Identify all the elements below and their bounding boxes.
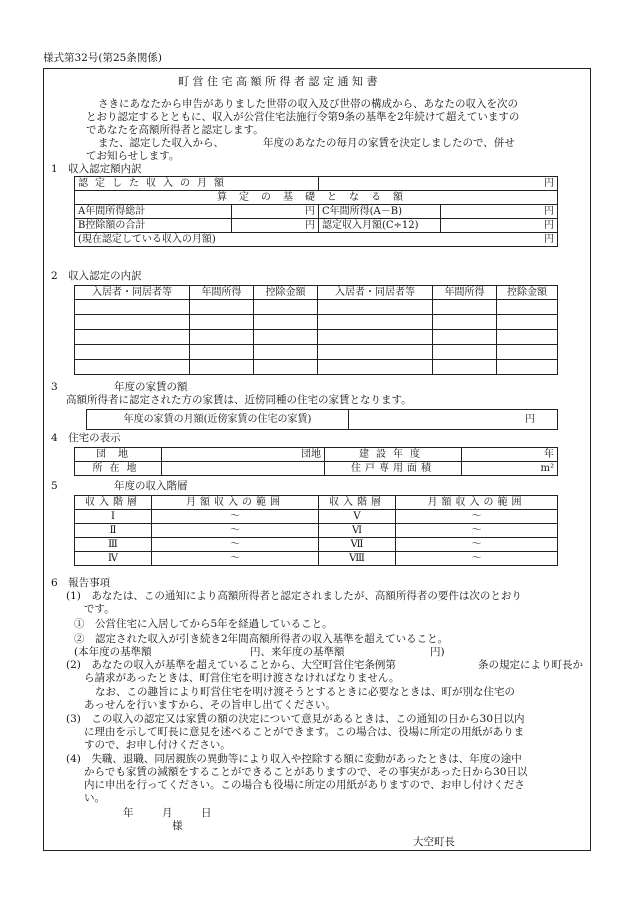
table-row [75, 552, 558, 566]
section-4-heading: 4 住宅の表示 [51, 432, 121, 444]
a-yen: 円 [232, 205, 319, 219]
col-resident-1: 入居者・同居者等 [75, 286, 190, 300]
range-6: ～ [396, 524, 558, 538]
table-row [75, 538, 558, 552]
rent-table [86, 409, 558, 430]
table-row [75, 330, 558, 345]
col-deduction-1: 控除金額 [254, 286, 318, 300]
level-7: Ⅶ [319, 538, 396, 552]
level-3: Ⅲ [75, 538, 152, 552]
section-3-num: 3 [51, 381, 58, 393]
item3-a: (3) この収入の認定又は家賃の額の決定について意見があるときは、この通知の日から30日以内 [66, 713, 525, 725]
col-level-left: 収入階層 [75, 496, 152, 510]
item2-d: あっせんを行いますから、その旨申し出てください。 [84, 699, 336, 711]
item2-a1: (2) あなたの収入が基準を超えていることから、大空町営住宅条例第 [66, 659, 396, 671]
range-3: ～ [152, 538, 319, 552]
income-table [74, 176, 558, 247]
rent-label: 年度の家賃の月額(近傍家賃の住宅の家賃) [87, 410, 349, 430]
level-1: Ⅰ [75, 510, 152, 524]
item2-b: ら請求があったときは、町営住宅を明け渡さなければなりません。 [84, 672, 400, 684]
table-row [75, 360, 558, 375]
b-label: B控除額の合計 [75, 219, 232, 233]
intro-line-1: さきにあなたから申告がありました世帯の収入及び世帯の構成から、あなたの収入を次の [98, 98, 518, 110]
rent-yen: 円 [349, 410, 558, 430]
level-5: Ⅴ [319, 510, 396, 524]
item1-c: ① 公営住宅に入居してから5年を経過していること。 [74, 618, 333, 630]
current-yen: 円 [319, 233, 558, 247]
page-title: 町営住宅高額所得者認定通知書 [178, 75, 381, 88]
col-level-right: 収入階層 [319, 496, 396, 510]
date-day: 日 [201, 807, 212, 819]
range-8: ～ [396, 552, 558, 566]
intro-line-2: とおり認定するとともに、収入が公営住宅法施行令第9条の基準を2年続けて超えていますの [86, 111, 520, 123]
level-6: Ⅵ [319, 524, 396, 538]
area-unit: m² [462, 462, 558, 476]
level-header-row [75, 496, 558, 510]
b-yen: 円 [232, 219, 319, 233]
section-5-heading: 年度の収入階層 [114, 480, 188, 492]
item4-d: い。 [84, 792, 105, 804]
basis-label: 算定の基礎となる額 [75, 191, 558, 205]
item4-c: 内に申出を行ってください。この場合も役場に所定の用紙がありますので、お申し付けくださ [84, 779, 525, 791]
monthly-income-yen: 円 [319, 177, 558, 191]
recipient-sama: 様 [172, 820, 183, 832]
a-label: A年間所得総計 [75, 205, 232, 219]
issuer: 大空町長 [413, 836, 455, 848]
housing-table [74, 447, 558, 476]
breakdown-header-row [75, 286, 558, 300]
c-label: C年間所得(A－B) [319, 205, 441, 219]
level-2: Ⅱ [75, 524, 152, 538]
range-5: ～ [396, 510, 558, 524]
item1-b: です。 [84, 603, 115, 615]
range-4: ～ [152, 552, 319, 566]
level-4: Ⅳ [75, 552, 152, 566]
location-label: 所在地 [75, 462, 162, 476]
date-month: 月 [162, 807, 173, 819]
col-deduction-2: 控除金額 [497, 286, 558, 300]
year-label: 建設年度 [325, 448, 462, 462]
monthly2-yen: 円 [441, 219, 558, 233]
range-7: ～ [396, 538, 558, 552]
breakdown-table [74, 285, 558, 375]
table-row [75, 315, 558, 330]
item1-e3: 円) [430, 646, 445, 658]
item2-c: なお、この趣旨により町営住宅を明け渡そうとするときに必要なときは、町が別な住宅の [95, 686, 515, 698]
item1-e1: (本年度の基準額 [74, 646, 152, 658]
item3-c: すので、お申し付けください。 [84, 739, 231, 751]
item4-b: からでも家賃の減額をすることができることがありますので、その事実があった日から30日以 [84, 766, 528, 778]
col-income-1: 年間所得 [190, 286, 254, 300]
monthly-income-label: 認定した収入の月額 [75, 177, 319, 191]
table-row [75, 524, 558, 538]
intro-line-4a: また、認定した収入から、 [98, 137, 224, 149]
col-range-left: 月額収入の範囲 [152, 496, 319, 510]
item4-a: (4) 失職、退職、同居親族の異動等により収入や控除する額に変動があったときは、年度の途中 [66, 753, 522, 765]
item3-b: に理由を示して町長に意見を述べることができます。この場合は、役場に所定の用紙がありま [84, 726, 525, 738]
current-label: (現在認定している収入の月額) [75, 233, 319, 247]
monthly2-label: 認定収入月額(C÷12) [319, 219, 441, 233]
form-label: 様式第32号(第25条関係) [43, 52, 162, 64]
income-level-table [74, 495, 558, 566]
table-row [75, 345, 558, 360]
c-yen: 円 [441, 205, 558, 219]
intro-line-4b: 年度のあなたの毎月の家賃を決定しましたので、併せ [263, 137, 515, 149]
intro-line-5: てお知らせします。 [86, 150, 180, 162]
date-year: 年 [123, 807, 134, 819]
section-1-heading: 1 収入認定額内訳 [51, 163, 142, 175]
item2-a2: 条の規定により町長か [478, 659, 583, 671]
area-label: 住戸専用面積 [325, 462, 462, 476]
year-unit: 年 [462, 448, 558, 462]
danchi-unit: 団地 [162, 448, 325, 462]
table-row [75, 510, 558, 524]
item1-a: (1) あなたは、この通知により高額所得者と認定されましたが、高額所得者の要件は次のとおり [66, 590, 522, 602]
section-3-heading: 年度の家賃の額 [114, 381, 188, 393]
col-resident-2: 入居者・同居者等 [318, 286, 433, 300]
danchi-label: 団地 [75, 448, 162, 462]
range-1: ～ [152, 510, 319, 524]
col-income-2: 年間所得 [433, 286, 497, 300]
table-row [75, 300, 558, 315]
section-6-heading: 6 報告事項 [51, 577, 111, 589]
level-8: Ⅷ [319, 552, 396, 566]
section-2-heading: 2 収入認定の内訳 [51, 270, 142, 282]
col-range-right: 月額収入の範囲 [396, 496, 558, 510]
section-3-note: 高額所得者に認定された方の家賃は、近傍同種の住宅の家賃となります。 [66, 394, 412, 406]
section-5-num: 5 [51, 480, 58, 492]
intro-line-3: であなたを高額所得者と認定します。 [86, 124, 264, 136]
item1-d: ② 認定された収入が引き続き2年間高額所得者の収入基準を超えていること。 [74, 633, 449, 645]
range-2: ～ [152, 524, 319, 538]
item1-e2: 円、来年度の基準額 [250, 646, 345, 658]
